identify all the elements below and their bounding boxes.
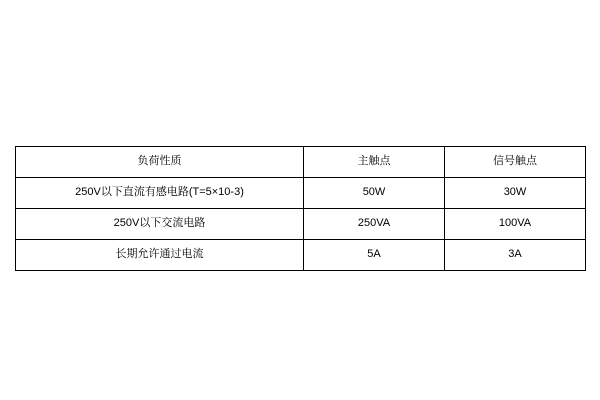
column-header-main-contact: 主触点 <box>304 147 445 178</box>
cell-load-nature: 250V以下直流有感电路(T=5×10-3) <box>16 178 304 209</box>
table-row <box>16 178 586 209</box>
cell-main-contact: 50W <box>304 178 445 209</box>
table-row <box>16 209 586 240</box>
table-header-row <box>16 147 586 178</box>
table-row <box>16 240 586 271</box>
cell-signal-contact: 3A <box>445 240 586 271</box>
contact-rating-table <box>15 146 586 271</box>
cell-signal-contact: 30W <box>445 178 586 209</box>
cell-main-contact: 250VA <box>304 209 445 240</box>
column-header-load-nature: 负荷性质 <box>16 147 304 178</box>
column-header-signal-contact: 信号触点 <box>445 147 586 178</box>
spec-table-container <box>15 146 585 271</box>
cell-signal-contact: 100VA <box>445 209 586 240</box>
cell-main-contact: 5A <box>304 240 445 271</box>
cell-load-nature: 长期允许通过电流 <box>16 240 304 271</box>
cell-load-nature: 250V以下交流电路 <box>16 209 304 240</box>
